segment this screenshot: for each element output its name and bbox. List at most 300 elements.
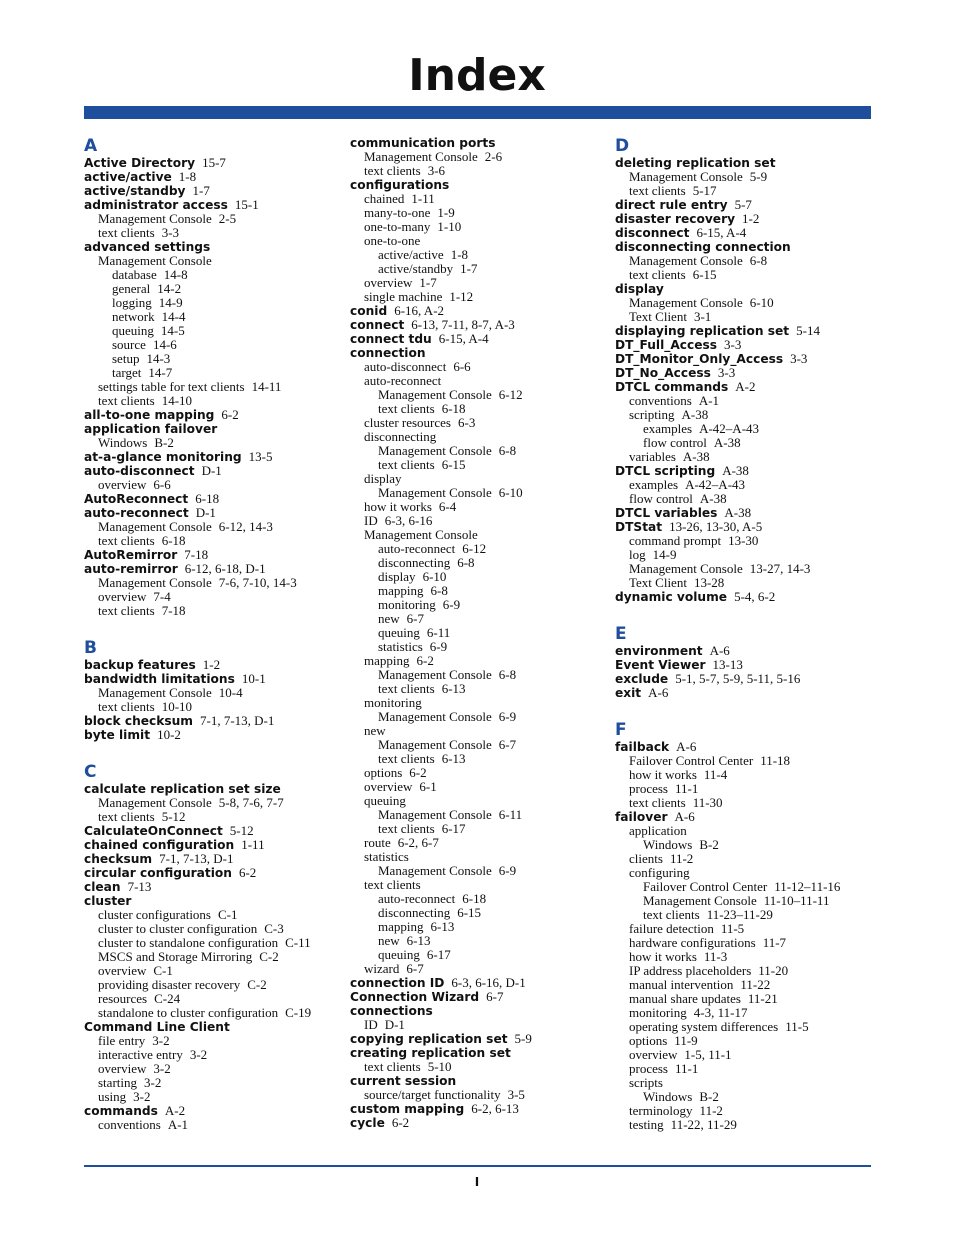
index-subentry — [615, 436, 875, 450]
entry-pages[interactable]: 4-3, 11-17 — [693, 1005, 748, 1020]
entry-pages[interactable]: A-38 — [681, 407, 709, 422]
entry-term: Management Console — [629, 169, 743, 184]
index-subentry — [615, 782, 875, 796]
entry-pages[interactable]: 7-18 — [184, 547, 209, 562]
entry-pages[interactable]: 5-9 — [514, 1031, 532, 1046]
entry-term: Management Console — [378, 709, 492, 724]
index-subentry — [350, 528, 610, 542]
entry-term: overview — [364, 779, 413, 794]
entry-term: Management Console — [643, 893, 757, 908]
entry-term: custom mapping — [350, 1102, 465, 1116]
entry-term: Management Console — [378, 443, 492, 458]
entry-pages[interactable]: 11-2 — [699, 1103, 723, 1118]
index-subentry — [350, 360, 610, 374]
index-subentry — [350, 248, 610, 262]
entry-term: configuring — [629, 865, 690, 880]
entry-pages[interactable]: 3-3 — [717, 365, 736, 380]
entry-pages[interactable]: 3-3 — [790, 351, 808, 366]
entry-pages[interactable]: 6-18 — [195, 491, 220, 506]
entry-pages[interactable]: 11-22, 11-29 — [670, 1117, 737, 1132]
entry-pages[interactable]: 1-10 — [437, 219, 462, 234]
entry-pages[interactable]: D-1 — [384, 1017, 405, 1032]
entry-pages[interactable]: 6-2 — [238, 865, 257, 880]
entry-pages[interactable]: 2-5 — [218, 211, 237, 226]
entry-pages[interactable]: 5-8, 7-6, 7-7 — [218, 795, 284, 810]
entry-pages[interactable]: 1-11 — [411, 191, 435, 206]
index-entry — [84, 852, 344, 866]
index-entry — [350, 1074, 610, 1088]
entry-pages[interactable]: 14-10 — [161, 393, 193, 408]
index-subentry — [84, 394, 344, 408]
entry-term: text clients — [98, 533, 155, 548]
entry-term: mapping — [378, 583, 424, 598]
index-subentry — [615, 170, 875, 184]
entry-pages[interactable]: 7-4 — [153, 589, 171, 604]
entry-pages[interactable]: 11-20 — [758, 963, 789, 978]
entry-pages[interactable]: 6-2, 6-13 — [471, 1101, 519, 1116]
entry-term: text clients — [98, 225, 155, 240]
entry-pages[interactable]: 11-30 — [692, 795, 723, 810]
entry-pages[interactable]: 6-13 — [441, 681, 466, 696]
entry-term: bandwidth limitations — [84, 672, 235, 686]
page-number: I — [474, 1175, 480, 1189]
entry-term: manual intervention — [629, 977, 734, 992]
entry-pages[interactable]: 1-7 — [460, 261, 478, 276]
entry-pages[interactable]: 6-13 — [406, 933, 431, 948]
entry-pages[interactable]: 3-2 — [153, 1061, 171, 1076]
entry-pages[interactable]: 13-26, 13-30, A-5 — [669, 519, 763, 534]
entry-term: overview — [98, 589, 147, 604]
entry-pages[interactable]: 13-30 — [728, 533, 759, 548]
entry-pages[interactable]: 1-5, 11-1 — [684, 1047, 732, 1062]
entry-term: text clients — [364, 1059, 421, 1074]
entry-term: connect tdu — [350, 332, 432, 346]
entry-pages[interactable]: 14-8 — [163, 267, 188, 282]
entry-pages[interactable]: 5-7 — [734, 197, 752, 212]
entry-pages[interactable]: 6-12, 14-3 — [218, 519, 273, 534]
entry-pages[interactable]: 1-7 — [192, 183, 210, 198]
entry-pages[interactable]: 6-8 — [749, 253, 768, 268]
entry-pages[interactable]: 11-10–11-11 — [763, 893, 830, 908]
entry-pages[interactable]: A-6 — [648, 685, 669, 700]
entry-term: general — [112, 281, 151, 296]
index-entry — [84, 1020, 344, 1034]
entry-pages[interactable]: 7-6, 7-10, 14-3 — [218, 575, 297, 590]
index-subentry — [350, 682, 610, 696]
entry-pages[interactable]: 6-3, 6-16, D-1 — [451, 975, 526, 990]
entry-term: single machine — [364, 289, 443, 304]
entry-pages[interactable]: C-24 — [154, 991, 181, 1006]
entry-pages[interactable]: 13-5 — [248, 449, 273, 464]
entry-term: Windows — [643, 837, 693, 852]
index-subentry — [350, 276, 610, 290]
entry-pages[interactable]: 13-27, 14-3 — [749, 561, 811, 576]
index-subentry — [350, 206, 610, 220]
section-letter: E — [615, 624, 627, 644]
entry-pages[interactable]: 11-18 — [760, 753, 791, 768]
index-subentry — [84, 796, 344, 810]
index-subentry — [350, 710, 610, 724]
entry-pages[interactable]: 5-17 — [692, 183, 717, 198]
section-letter: C — [84, 762, 97, 782]
entry-pages[interactable]: 6-9 — [442, 597, 461, 612]
entry-term: database — [112, 267, 157, 282]
entry-pages[interactable]: A-6 — [709, 643, 730, 658]
index-subentry — [615, 1006, 875, 1020]
index-subentry — [615, 754, 875, 768]
entry-pages[interactable]: 6-7 — [406, 611, 425, 626]
entry-pages[interactable]: 14-11 — [251, 379, 282, 394]
entry-term: hardware configurations — [629, 935, 756, 950]
entry-pages[interactable]: A-1 — [698, 393, 720, 408]
entry-term: overview — [98, 963, 147, 978]
entry-pages[interactable]: 14-5 — [160, 323, 185, 338]
index-entry — [615, 644, 875, 658]
entry-pages[interactable]: 6-13 — [430, 919, 455, 934]
entry-term: text clients — [98, 699, 155, 714]
entry-pages[interactable]: 10-10 — [161, 699, 193, 714]
entry-pages[interactable]: A-6 — [674, 809, 695, 824]
entry-pages[interactable]: 3-3 — [724, 337, 742, 352]
entry-pages[interactable]: C-1 — [153, 963, 173, 978]
entry-pages[interactable]: 6-2 — [409, 765, 427, 780]
entry-pages[interactable]: 6-15, A-4 — [438, 331, 489, 346]
entry-pages[interactable]: 6-9 — [498, 709, 517, 724]
entry-pages[interactable]: 14-4 — [161, 309, 186, 324]
entry-pages[interactable]: 10-2 — [157, 727, 181, 742]
entry-term: auto-disconnect — [364, 359, 447, 374]
entry-pages[interactable]: 6-12 — [462, 541, 487, 556]
entry-pages[interactable]: 11-9 — [674, 1033, 698, 1048]
entry-term: queuing — [364, 793, 406, 808]
entry-pages[interactable]: C-19 — [285, 1005, 312, 1020]
entry-term: examples — [643, 421, 693, 436]
entry-term: Management Console — [378, 807, 492, 822]
entry-pages[interactable]: 1-7 — [419, 275, 437, 290]
entry-pages[interactable]: 11-22 — [740, 977, 771, 992]
entry-pages[interactable]: 6-9 — [498, 863, 517, 878]
entry-pages[interactable]: A-38 — [724, 505, 752, 520]
index-entry — [84, 156, 344, 170]
entry-term: new — [378, 611, 400, 626]
entry-pages[interactable]: 13-13 — [712, 657, 743, 672]
entry-pages[interactable]: 14-9 — [158, 295, 183, 310]
index-subentry — [350, 234, 610, 248]
entry-pages[interactable]: A-38 — [699, 491, 727, 506]
index-entry — [615, 366, 875, 380]
index-subentry — [615, 768, 875, 782]
entry-pages[interactable]: 6-2 — [221, 407, 239, 422]
entry-pages[interactable]: 3-6 — [427, 163, 446, 178]
entry-term: examples — [629, 477, 679, 492]
entry-pages[interactable]: 6-2 — [391, 1115, 410, 1130]
entry-term: terminology — [629, 1103, 693, 1118]
entry-pages[interactable]: 6-13 — [441, 751, 466, 766]
entry-pages[interactable]: 11-7 — [762, 935, 787, 950]
entry-pages[interactable]: 5-1, 5-7, 5-9, 5-11, 5-16 — [675, 671, 801, 686]
section-gap — [84, 742, 344, 762]
entry-pages[interactable]: 10-1 — [241, 671, 266, 686]
entry-term: providing disaster recovery — [98, 977, 241, 992]
entry-term: many-to-one — [364, 205, 431, 220]
entry-pages[interactable]: 6-10 — [422, 569, 447, 584]
entry-term: target — [112, 365, 142, 380]
index-subentry — [615, 254, 875, 268]
entry-pages[interactable]: 6-13, 7-11, 8-7, A-3 — [411, 317, 515, 332]
entry-pages[interactable]: 6-18 — [462, 891, 487, 906]
entry-term: Management Console — [378, 863, 492, 878]
index-subentry — [350, 402, 610, 416]
index-entry — [84, 866, 344, 880]
index-entry — [615, 212, 875, 226]
entry-term: exit — [615, 686, 642, 700]
entry-pages[interactable]: 15-7 — [202, 155, 226, 170]
entry-pages[interactable]: 1-12 — [449, 289, 474, 304]
entry-pages[interactable]: 6-10 — [498, 485, 523, 500]
index-subentry — [350, 808, 610, 822]
entry-term: display — [615, 282, 664, 296]
entry-pages[interactable]: 6-15 — [441, 457, 466, 472]
index-subentry — [84, 1118, 344, 1132]
entry-pages[interactable]: 6-15 — [692, 267, 717, 282]
entry-term: statistics — [378, 639, 423, 654]
entry-pages[interactable]: 6-15, A-4 — [696, 225, 747, 240]
entry-pages[interactable]: D-1 — [195, 505, 216, 520]
index-subentry — [84, 686, 344, 700]
entry-pages[interactable]: 5-12 — [229, 823, 254, 838]
index-subentry — [615, 478, 875, 492]
index-entry — [615, 672, 875, 686]
entry-pages[interactable]: 6-18 — [161, 533, 186, 548]
entry-pages[interactable]: 6-18 — [441, 401, 466, 416]
entry-term: Management Console — [364, 149, 478, 164]
entry-pages[interactable]: 11-5 — [785, 1019, 809, 1034]
entry-pages[interactable]: 2-6 — [484, 149, 503, 164]
entry-pages[interactable]: 1-11 — [241, 837, 265, 852]
index-subentry — [615, 310, 875, 324]
entry-pages[interactable]: A-2 — [735, 379, 756, 394]
entry-pages[interactable]: 1-2 — [202, 657, 221, 672]
entry-pages[interactable]: 6-6 — [153, 477, 171, 492]
entry-term: Management Console — [98, 519, 212, 534]
entry-pages[interactable]: 1-8 — [450, 247, 469, 262]
entry-pages[interactable]: 3-1 — [693, 309, 712, 324]
entry-pages[interactable]: A-6 — [676, 739, 697, 754]
entry-term: DTCL commands — [615, 380, 729, 394]
entry-pages[interactable]: 1-8 — [178, 169, 197, 184]
entry-pages[interactable]: C-11 — [285, 935, 311, 950]
entry-pages[interactable]: 6-11 — [426, 625, 451, 640]
entry-pages[interactable]: 6-3 — [458, 415, 476, 430]
entry-pages[interactable]: 6-4 — [438, 499, 457, 514]
entry-pages[interactable]: A-42–A-43 — [699, 421, 760, 436]
entry-pages[interactable]: 6-8 — [457, 555, 475, 570]
entry-pages[interactable]: A-1 — [167, 1117, 189, 1132]
index-subentry — [84, 296, 344, 310]
index-entry — [350, 304, 610, 318]
entry-term: queuing — [378, 947, 420, 962]
index-entry — [350, 1032, 610, 1046]
entry-pages[interactable]: 6-17 — [441, 821, 466, 836]
index-entry — [615, 520, 875, 534]
entry-term: circular configuration — [84, 866, 232, 880]
entry-pages[interactable]: 11-5 — [720, 921, 745, 936]
index-subentry — [350, 164, 610, 178]
entry-pages[interactable]: 11-1 — [675, 1061, 699, 1076]
index-subentry — [350, 1060, 610, 1074]
entry-term: IP address placeholders — [629, 963, 752, 978]
entry-pages[interactable]: 5-14 — [796, 323, 820, 338]
index-subentry — [84, 282, 344, 296]
entry-pages[interactable]: 6-8 — [498, 667, 517, 682]
entry-pages[interactable]: 6-2, 6-7 — [397, 835, 439, 850]
index-subentry — [350, 262, 610, 276]
entry-term: Management Console — [629, 253, 743, 268]
entry-pages[interactable]: 3-5 — [507, 1087, 525, 1102]
entry-term: settings table for text clients — [98, 379, 245, 394]
entry-pages[interactable]: 3-2 — [152, 1033, 170, 1048]
entry-pages[interactable]: 1-2 — [742, 211, 760, 226]
entry-pages[interactable]: 7-13 — [127, 879, 152, 894]
entry-term: overview — [364, 275, 413, 290]
entry-pages[interactable]: 6-15 — [457, 905, 482, 920]
index-subentry — [615, 1104, 875, 1118]
entry-term: how it works — [629, 767, 697, 782]
entry-pages[interactable]: 5-10 — [427, 1059, 452, 1074]
entry-term: standalone to cluster configuration — [98, 1005, 279, 1020]
entry-term: administrator access — [84, 198, 228, 212]
section-letter: A — [84, 136, 98, 156]
entry-pages[interactable]: 6-11 — [498, 807, 523, 822]
entry-pages[interactable]: 11-23–11-29 — [706, 907, 773, 922]
entry-pages[interactable]: 11-1 — [675, 781, 699, 796]
entry-term: options — [364, 765, 403, 780]
index-subentry — [84, 992, 344, 1006]
entry-term: DTCL scripting — [615, 464, 716, 478]
entry-pages[interactable]: 6-7 — [498, 737, 517, 752]
index-entry — [84, 838, 344, 852]
entry-term: ID — [364, 1017, 378, 1032]
entry-term: deleting replication set — [615, 156, 776, 170]
index-entry — [350, 1102, 610, 1116]
entry-pages[interactable]: C-2 — [259, 949, 279, 964]
entry-pages[interactable]: 7-1, 7-13, D-1 — [199, 713, 275, 728]
index-subentry — [615, 534, 875, 548]
entry-term: disconnecting — [378, 555, 451, 570]
entry-term: connection — [350, 346, 426, 360]
index-subentry — [84, 978, 344, 992]
entry-pages[interactable]: A-42–A-43 — [685, 477, 746, 492]
entry-pages[interactable]: 5-9 — [749, 169, 768, 184]
entry-pages[interactable]: 6-17 — [426, 947, 451, 962]
entry-pages[interactable]: 6-7 — [486, 989, 504, 1004]
entry-pages[interactable]: B-2 — [154, 435, 174, 450]
entry-pages[interactable]: A-38 — [713, 435, 741, 450]
entry-pages[interactable]: 14-7 — [148, 365, 173, 380]
entry-pages[interactable]: 6-8 — [430, 583, 448, 598]
entry-pages[interactable]: 3-2 — [133, 1089, 151, 1104]
entry-term: communication ports — [350, 136, 496, 150]
entry-term: current session — [350, 1074, 457, 1088]
entry-pages[interactable]: 5-12 — [161, 809, 186, 824]
entry-pages[interactable]: 15-1 — [234, 197, 259, 212]
entry-pages[interactable]: B-2 — [699, 837, 719, 852]
entry-pages[interactable]: 7-1, 7-13, D-1 — [159, 851, 234, 866]
entry-pages[interactable]: B-2 — [699, 1089, 719, 1104]
entry-pages[interactable]: 6-10 — [749, 295, 774, 310]
entry-pages[interactable]: C-2 — [247, 977, 267, 992]
entry-pages[interactable]: 5-4, 6-2 — [734, 589, 776, 604]
entry-pages[interactable]: 6-3, 6-16 — [384, 513, 433, 528]
entry-pages[interactable]: 6-12 — [498, 387, 523, 402]
index-subentry — [84, 1076, 344, 1090]
entry-pages[interactable]: 6-9 — [429, 639, 448, 654]
entry-pages[interactable]: A-38 — [682, 449, 710, 464]
index-subentry — [350, 766, 610, 780]
index-subentry — [84, 212, 344, 226]
index-subentry — [615, 268, 875, 282]
entry-pages[interactable]: 14-2 — [157, 281, 182, 296]
entry-pages[interactable]: 14-9 — [652, 547, 677, 562]
index-entry — [615, 226, 875, 240]
entry-term: connect — [350, 318, 405, 332]
entry-pages[interactable]: 1-9 — [437, 205, 455, 220]
entry-pages[interactable]: 6-6 — [453, 359, 471, 374]
entry-pages[interactable]: 6-2 — [416, 653, 434, 668]
entry-pages[interactable]: 3-2 — [144, 1075, 162, 1090]
entry-pages[interactable]: D-1 — [201, 463, 222, 478]
entry-pages[interactable]: 6-1 — [419, 779, 437, 794]
entry-pages[interactable]: 7-18 — [161, 603, 186, 618]
entry-pages[interactable]: 14-3 — [146, 351, 171, 366]
entry-pages[interactable]: 11-12–11-16 — [774, 879, 841, 894]
index-subentry — [350, 500, 610, 514]
index-subentry — [350, 542, 610, 556]
entry-term: Management Console — [98, 253, 212, 268]
entry-pages[interactable]: 11-4 — [703, 767, 728, 782]
entry-term: text clients — [364, 163, 421, 178]
entry-term: manual share updates — [629, 991, 741, 1006]
entry-pages[interactable]: 6-12, 6-18, D-1 — [184, 561, 266, 576]
entry-pages[interactable]: 11-21 — [747, 991, 778, 1006]
entry-pages[interactable]: 14-6 — [152, 337, 177, 352]
entry-pages[interactable]: 6-7 — [406, 961, 424, 976]
entry-term: wizard — [364, 961, 400, 976]
entry-term: failback — [615, 740, 670, 754]
entry-pages[interactable]: 3-2 — [189, 1047, 208, 1062]
entry-pages[interactable]: C-3 — [264, 921, 284, 936]
entry-pages[interactable]: 11-2 — [669, 851, 694, 866]
index-subentry — [615, 492, 875, 506]
entry-pages[interactable]: C-1 — [218, 907, 238, 922]
index-entry — [350, 136, 610, 150]
entry-term: options — [629, 1033, 668, 1048]
entry-pages[interactable]: A-38 — [722, 463, 749, 478]
index-subentry — [84, 226, 344, 240]
entry-term: logging — [112, 295, 152, 310]
entry-pages[interactable]: A-2 — [164, 1103, 186, 1118]
entry-pages[interactable]: 6-16, A-2 — [394, 303, 445, 318]
entry-pages[interactable]: 10-4 — [218, 685, 243, 700]
entry-pages[interactable]: 3-3 — [161, 225, 180, 240]
index-entry — [84, 782, 344, 796]
section-letter: F — [615, 720, 627, 740]
entry-pages[interactable]: 6-8 — [498, 443, 517, 458]
index-entry — [615, 658, 875, 672]
entry-pages[interactable]: 13-28 — [693, 575, 725, 590]
entry-pages[interactable]: 11-3 — [703, 949, 728, 964]
entry-term: Management Console — [364, 527, 478, 542]
